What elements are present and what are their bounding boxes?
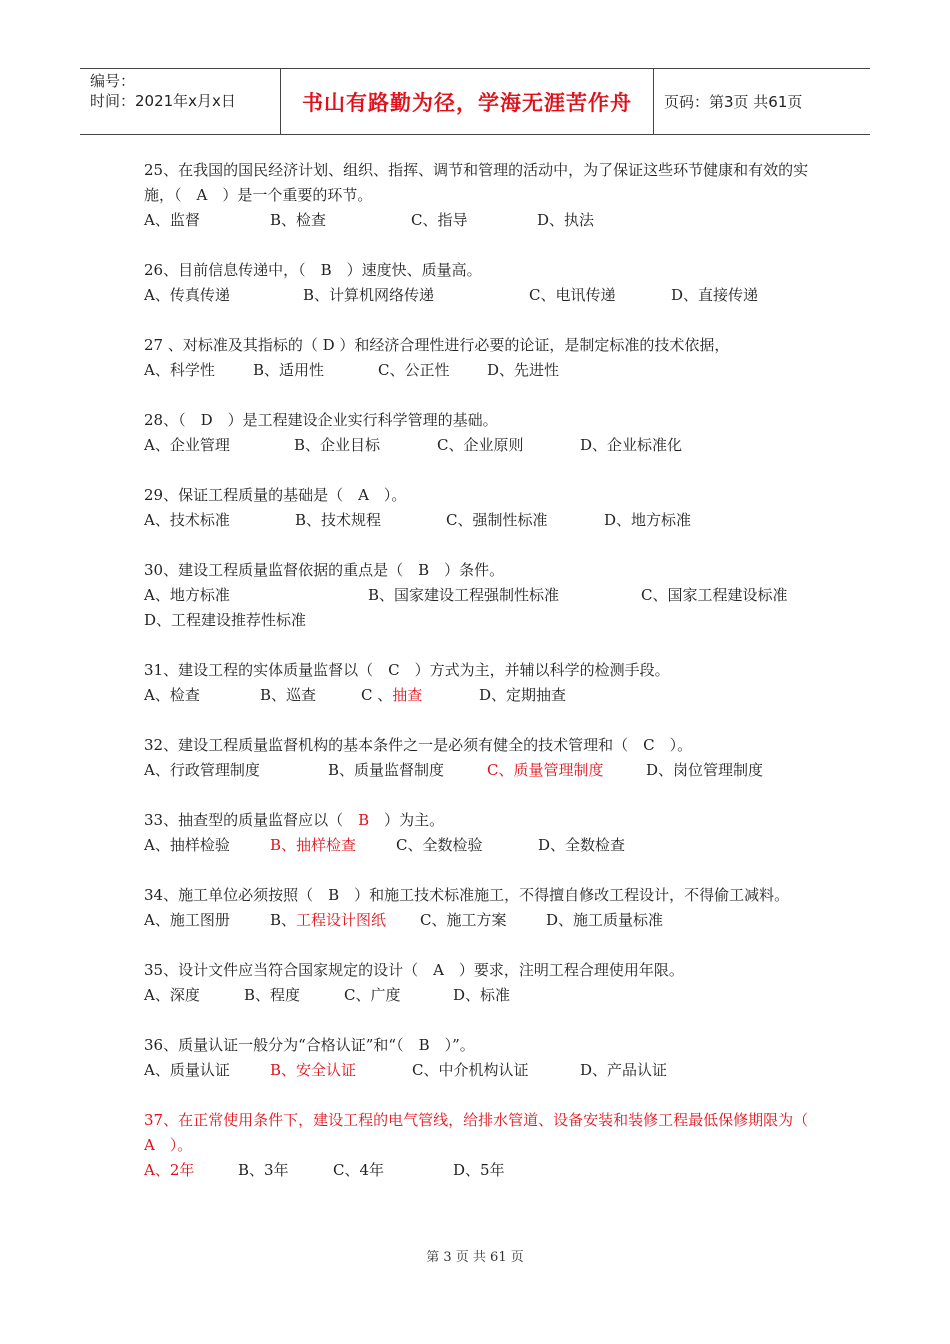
option-d: D、企业标准化 [580, 436, 683, 454]
option-c: C、强制性标准 [446, 511, 548, 529]
option-a: A、检查 [144, 686, 200, 704]
options-row [144, 283, 814, 308]
question-stem: 31、建设工程的实体质量监督以（ C ）方式为主，并辅以科学的检测手段。 [144, 661, 670, 679]
option-d: D、岗位管理制度 [646, 761, 764, 779]
stem-part: ）为主。 [369, 811, 445, 829]
option-a: A、技术标准 [144, 511, 230, 529]
question-stem: 35、设计文件应当符合国家规定的设计（ A ）要求，注明工程合理使用年限。 [144, 961, 684, 979]
option-a: A、深度 [144, 986, 200, 1004]
question-stem: 27 、对标准及其指标的（ D ）和经济合理性进行必要的论证，是制定标准的技术依据， [144, 336, 730, 354]
options-row [144, 1058, 814, 1083]
option-d: D、地方标准 [604, 511, 692, 529]
option-b: B、质量监督制度 [328, 761, 445, 779]
option-c-prefix: C 、 [361, 686, 393, 704]
number-label: 编号： [90, 72, 136, 90]
option-b: B、国家建设工程强制性标准 [368, 586, 560, 604]
option-b: B、检查 [270, 211, 327, 229]
option-c: C、电讯传递 [529, 286, 616, 304]
question-29 [144, 483, 814, 533]
options-row [144, 758, 814, 783]
option-c [361, 683, 479, 708]
question-32 [144, 733, 814, 783]
question-36 [144, 1033, 814, 1083]
option-d: D、定期抽查 [479, 686, 567, 704]
option-a: A、科学性 [144, 361, 215, 379]
option-a: A、地方标准 [144, 586, 230, 604]
page-header [80, 68, 870, 135]
question-stem [144, 808, 814, 833]
options-row [144, 683, 814, 708]
question-stem: 28、（ D ）是工程建设企业实行科学管理的基础。 [144, 411, 498, 429]
question-list [144, 158, 824, 1208]
question-stem: 36、质量认证一般分为“合格认证”和“（ B ）”。 [144, 1036, 475, 1054]
option-d: D、直接传递 [671, 286, 759, 304]
option-c: C、企业原则 [437, 436, 524, 454]
option-a: A、传真传递 [144, 286, 230, 304]
option-a: A、施工图册 [144, 911, 230, 929]
question-28 [144, 408, 814, 458]
option-a: A、2年 [144, 1161, 195, 1179]
option-d: D、先进性 [487, 361, 560, 379]
options-row [144, 908, 814, 933]
option-a: A、抽样检验 [144, 836, 230, 854]
options-row [144, 508, 814, 533]
option-a: A、行政管理制度 [144, 761, 260, 779]
question-30 [144, 558, 814, 633]
options-row [144, 833, 814, 858]
question-stem: 29、保证工程质量的基础是（ A ）。 [144, 486, 407, 504]
option-a: A、企业管理 [144, 436, 230, 454]
question-stem: 32、建设工程质量监督机构的基本条件之一是必须有健全的技术管理和（ C ）。 [144, 736, 693, 754]
option-d: D、执法 [537, 211, 595, 229]
question-35 [144, 958, 814, 1008]
question-stem: 26、目前信息传递中，（ B ）速度快、质量高。 [144, 261, 482, 279]
question-25 [144, 158, 814, 233]
option-b: B、3年 [238, 1161, 289, 1179]
option-c-answer: 抽查 [392, 686, 423, 704]
header-page-label: 页码：第3页 共61页 [664, 93, 803, 111]
option-c: C、国家工程建设标准 [641, 586, 788, 604]
question-stem: 37、在正常使用条件下，建设工程的电气管线，给排水管道、设备安装和装修工程最低保修期限为（ A ）。 [144, 1111, 824, 1154]
options-row [144, 583, 814, 608]
option-b: B、企业目标 [294, 436, 381, 454]
option-c: C、质量管理制度 [487, 761, 604, 779]
question-31 [144, 658, 814, 708]
header-meta [80, 69, 281, 134]
option-d: D、施工质量标准 [546, 911, 664, 929]
option-b: B、安全认证 [270, 1061, 357, 1079]
option-b: B、适用性 [253, 361, 325, 379]
options-row [144, 358, 814, 383]
question-34 [144, 883, 814, 933]
option-c: C、施工方案 [420, 911, 507, 929]
option-b: B、计算机网络传递 [303, 286, 435, 304]
page-footer: 第 3 页 共 61 页 [426, 1250, 524, 1265]
option-b: B、巡查 [260, 686, 317, 704]
option-d: D、工程建设推荐性标准 [144, 611, 307, 629]
option-a: A、监督 [144, 211, 200, 229]
options-row-2 [144, 608, 814, 633]
option-b: B、抽样检查 [270, 836, 357, 854]
stem-part: 33、抽查型的质量监督应以（ [144, 811, 359, 829]
question-stem: 25、在我国的国民经济计划、组织、指挥、调节和管理的活动中，为了保证这些环节健康和有效的实施，（ A ）是一个重要的环节。 [144, 161, 809, 204]
option-a: A、质量认证 [144, 1061, 230, 1079]
options-row [144, 983, 814, 1008]
option-c: C、4年 [333, 1161, 385, 1179]
option-d: D、产品认证 [580, 1061, 668, 1079]
question-37 [144, 1108, 824, 1183]
option-c: C、公正性 [378, 361, 450, 379]
option-b-prefix: B、 [270, 911, 297, 929]
stem-answer: B [358, 811, 370, 829]
question-26 [144, 258, 814, 308]
option-c: C、广度 [344, 986, 401, 1004]
option-c: C、指导 [411, 211, 468, 229]
option-d: D、全数检查 [538, 836, 626, 854]
option-b: B、技术规程 [295, 511, 382, 529]
option-d: D、标准 [453, 986, 511, 1004]
option-b [270, 908, 420, 933]
options-row [144, 433, 814, 458]
option-b-answer: 工程设计图纸 [296, 911, 387, 929]
header-motto: 书山有路勤为径，学海无涯苦作舟 [281, 69, 654, 134]
question-33 [144, 808, 814, 858]
option-c: C、中介机构认证 [412, 1061, 529, 1079]
options-row [144, 1158, 814, 1183]
time-label: 时间：2021年x月x日 [90, 92, 236, 110]
options-row [144, 208, 814, 233]
question-stem: 30、建设工程质量监督依据的重点是（ B ）条件。 [144, 561, 505, 579]
option-b: B、程度 [244, 986, 301, 1004]
question-stem: 34、施工单位必须按照（ B ）和施工技术标准施工，不得擅自修改工程设计，不得偷工减料。 [144, 886, 790, 904]
option-d: D、5年 [453, 1161, 505, 1179]
question-27 [144, 333, 814, 383]
option-c: C、全数检验 [396, 836, 483, 854]
